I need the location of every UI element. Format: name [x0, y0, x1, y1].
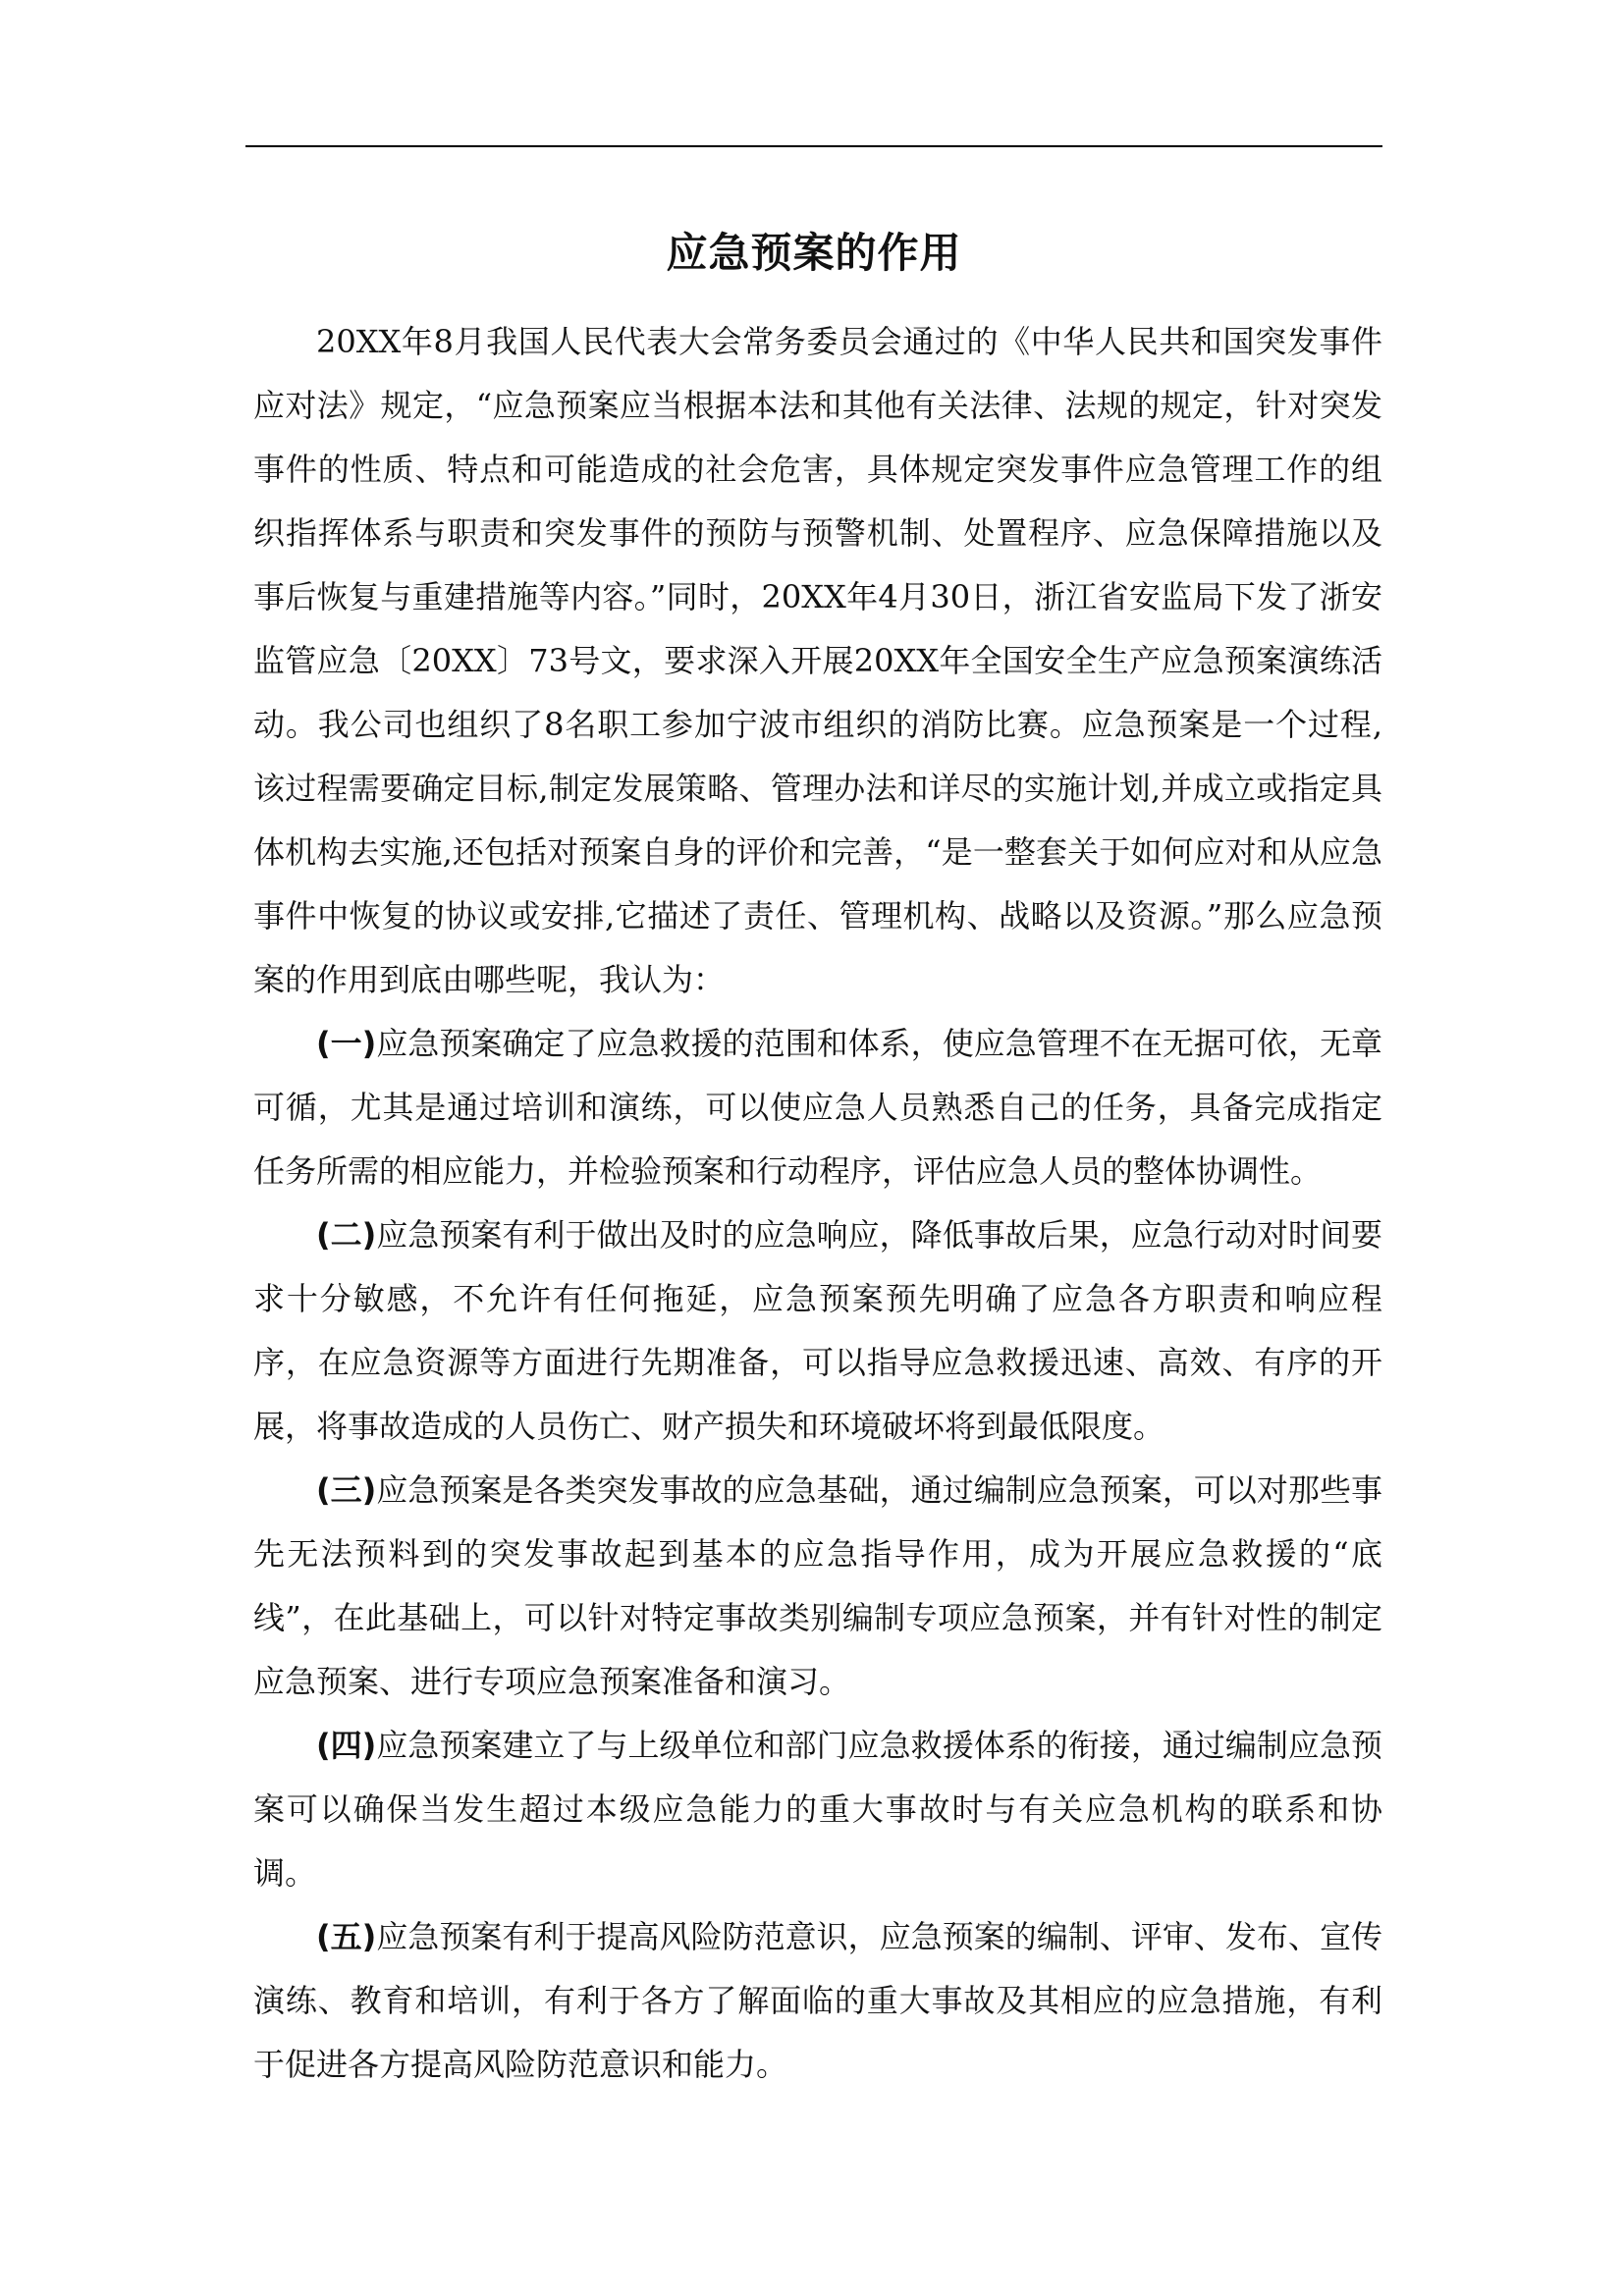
document-body	[253, 310, 1382, 2097]
point-text: 应急预案建立了与上级单位和部门应急救援体系的衔接，通过编制应急预案可以确保当发生超过本级应急能力的重大事故时与有关应急机构的联系和协调。	[253, 1727, 1382, 1892]
point-number: (五)	[316, 1918, 377, 1955]
point-paragraph-2	[253, 1203, 1382, 1459]
point-number: (二)	[316, 1216, 377, 1254]
point-paragraph-5	[253, 1905, 1382, 2097]
point-paragraph-4	[253, 1714, 1382, 1905]
point-text: 应急预案确定了应急救援的范围和体系，使应急管理不在无据可依，无章可循，尤其是通过培训和演练，可以使应急人员熟悉自己的任务，具备完成指定任务所需的相应能力，并检验预案和行动程序，评估应急人员的整体协调性。	[253, 1025, 1382, 1190]
point-text: 应急预案是各类突发事故的应急基础，通过编制应急预案，可以对那些事先无法预料到的突发事故起到基本的应急指导作用，成为开展应急救援的“底线”，在此基础上，可以针对特定事故类别编制专项应急预案，并有针对性的制定应急预案、进行专项应急预案准备和演习。	[253, 1471, 1382, 1700]
point-paragraph-1	[253, 1012, 1382, 1203]
point-text: 应急预案有利于做出及时的应急响应，降低事故后果，应急行动对时间要求十分敏感，不允许有任何拖延，应急预案预先明确了应急各方职责和响应程序，在应急资源等方面进行先期准备，可以指导应急救援迅速、高效、有序的开展，将事故造成的人员伤亡、财产损失和环境破坏将到最低限度。	[253, 1216, 1382, 1445]
point-paragraph-3	[253, 1459, 1382, 1714]
header-rule	[245, 145, 1382, 147]
point-number: (四)	[316, 1727, 377, 1764]
point-number: (三)	[316, 1471, 377, 1509]
point-text: 应急预案有利于提高风险防范意识，应急预案的编制、评审、发布、宣传演练、教育和培训，有利于各方了解面临的重大事故及其相应的应急措施，有利于促进各方提高风险防范意识和能力。	[253, 1918, 1382, 2083]
page-title: 应急预案的作用	[666, 229, 962, 277]
point-number: (一)	[316, 1025, 377, 1062]
intro-paragraph: 20XX年8月我国人民代表大会常务委员会通过的《中华人民共和国突发事件应对法》规定，“应急预案应当根据本法和其他有关法律、法规的规定，针对突发事件的性质、特点和可能造成的社会危害，具体规定突发事件应急管理工作的组织指挥体系与职责和突发事件的预防与预警机制、处置程序、应急保障措施以及事后恢复与重建措施等内容。”同时，20XX年4月30日，浙江省安监局下发了浙安监管应急〔20XX〕73号文，要求深入开展20XX年全国安全生产应急预案演练活动。我公司也组织了8名职工参加宁波市组织的消防比赛。应急预案是一个过程,该过程需要确定目标,制定发展策略、管理办法和详尽的实施计划,并成立或指定具体机构去实施,还包括对预案自身的评价和完善，“是一整套关于如何应对和从应急事件中恢复的协议或安排,它描述了责任、管理机构、战略以及资源。”那么应急预案的作用到底由哪些呢，我认为：	[253, 323, 1382, 998]
